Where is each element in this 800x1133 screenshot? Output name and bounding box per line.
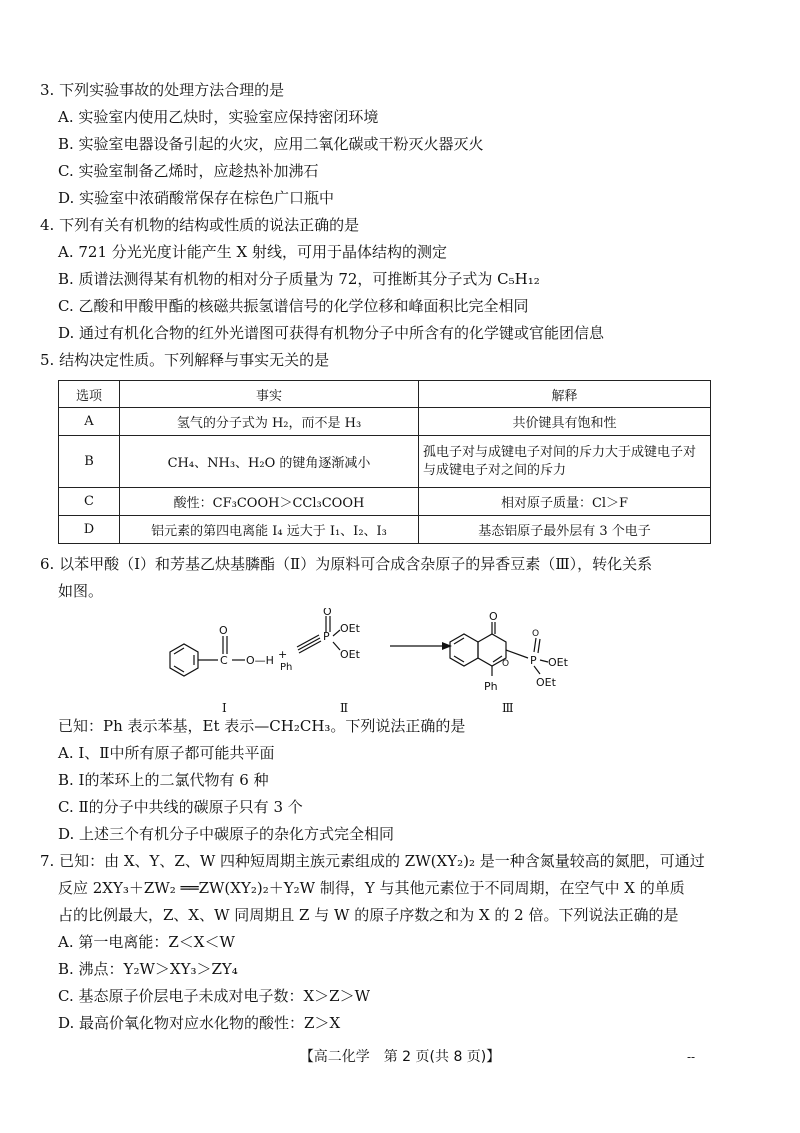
label-c-I: C <box>220 654 228 667</box>
question-7-option-d: D. 最高价氧化物对应水化物的酸性：Z＞X <box>58 1014 341 1032</box>
question-6-option-d: D. 上述三个有机分子中碳原子的杂化方式完全相同 <box>58 825 395 843</box>
question-6-option-b: B. Ⅰ的苯环上的二氯代物有 6 种 <box>58 771 269 789</box>
table-cell: 铝元素的第四电离能 I₄ 远大于 I₁、I₂、I₃ <box>120 516 419 544</box>
label-o-III-carbonyl: O <box>489 610 498 623</box>
benzene-ring-III <box>450 634 478 666</box>
table-cell: 共价键具有饱和性 <box>419 408 711 436</box>
question-7-line3: 占的比例最大，Z、X、W 同周期且 Z 与 W 的原子序数之和为 X 的 2 倍。下列说法正确的是 <box>58 906 679 924</box>
page-footer: 【高二化学 第 2 页(共 8 页)】 <box>299 1049 501 1065</box>
label-o-III-p: O <box>532 629 540 639</box>
table-cell: CH₄、NH₃、H₂O 的键角逐渐减小 <box>120 436 419 488</box>
question-7-option-c: C. 基态原子价层电子未成对电子数：X＞Z＞W <box>58 987 370 1005</box>
label-p-III: P <box>530 654 537 667</box>
table-cell: 基态铝原子最外层有 3 个电子 <box>419 516 711 544</box>
table-cell: 孤电子对与成键电子对间的斥力大于成键电子对与成键电子对之间的斥力 <box>419 436 711 488</box>
table-cell: B <box>59 436 120 488</box>
label-oh-I: O—H <box>246 654 274 667</box>
question-4-option-a: A. 721 分光光度计能产生 X 射线，可用于晶体结构的测定 <box>58 243 447 261</box>
question-6-note: 已知：Ph 表示苯基，Et 表示—CH₂CH₃。下列说法正确的是 <box>58 717 466 735</box>
question-4-stem: 4. 下列有关有机物的结构或性质的说法正确的是 <box>40 216 360 234</box>
question-7-option-a: A. 第一电离能：Z＜X＜W <box>58 933 235 951</box>
label-o-I: O <box>219 624 228 637</box>
label-o-II: O <box>323 608 332 618</box>
label-oet-II-2: OEt <box>340 648 360 661</box>
table-row <box>59 516 711 544</box>
question-4-option-b: B. 质谱法测得某有机物的相对分子质量为 72，可推断其分子式为 C₅H₁₂ <box>58 270 540 288</box>
table-header-row <box>59 381 711 408</box>
footer-dash: -- <box>687 1050 696 1064</box>
table-row <box>59 408 711 436</box>
question-3-option-d: D. 实验室中浓硝酸常保存在棕色广口瓶中 <box>58 189 335 207</box>
table-cell: 酸性：CF₃COOH＞CCl₃COOH <box>120 488 419 516</box>
table-row <box>59 488 711 516</box>
question-4-option-c: C. 乙酸和甲酸甲酯的核磁共振氢谱信号的化学位移和峰面积比完全相同 <box>58 297 529 315</box>
table-cell: D <box>59 516 120 544</box>
label-o-III-ring: O <box>502 659 510 669</box>
label-compound-I: Ⅰ <box>222 701 227 715</box>
question-3-option-c: C. 实验室制备乙烯时，应趁热补加沸石 <box>58 162 319 180</box>
question-7-line2: 反应 2XY₃＋ZW₂ ══ZW(XY₂)₂＋Y₂W 制得，Y 与其他元素位于不同周期，在空气中 X 的单质 <box>58 879 685 897</box>
label-compound-III: Ⅲ <box>502 701 514 715</box>
label-p-II: P <box>323 630 330 643</box>
label-compound-II: Ⅱ <box>340 701 349 715</box>
label-plus: + <box>278 648 288 661</box>
table-cell: C <box>59 488 120 516</box>
table-cell: 相对原子质量：Cl＞F <box>419 488 711 516</box>
question-4-option-d: D. 通过有机化合物的红外光谱图可获得有机物分子中所含有的化学键或官能团信息 <box>58 324 605 342</box>
table-cell: A <box>59 408 120 436</box>
question-3-option-b: B. 实验室电器设备引起的火灾，应用二氧化碳或干粉灭火器灭火 <box>58 135 484 153</box>
question-6-option-a: A. Ⅰ、Ⅱ中所有原子都可能共平面 <box>58 744 275 762</box>
label-oet-III-1: OEt <box>548 656 568 669</box>
label-oet-III-2: OEt <box>536 676 556 689</box>
question-5-table <box>58 380 711 544</box>
question-6-option-c: C. Ⅱ的分子中共线的碳原子只有 3 个 <box>58 798 303 816</box>
question-6-stem-line1: 6. 以苯甲酸（Ⅰ）和芳基乙炔基膦酯（Ⅱ）为原料可合成含杂原子的异香豆素（Ⅲ），转化关系 <box>40 555 653 573</box>
question-6-stem-line2: 如图。 <box>58 582 104 600</box>
question-3-stem: 3. 下列实验事故的处理方法合理的是 <box>40 81 285 99</box>
question-7-option-b: B. 沸点：Y₂W＞XY₃＞ZY₄ <box>58 960 238 978</box>
reaction-scheme <box>150 608 610 718</box>
label-ph-III: Ph <box>484 680 498 693</box>
question-5-stem: 5. 结构决定性质。下列解释与事实无关的是 <box>40 351 330 369</box>
table-cell: 氢气的分子式为 H₂，而不是 H₃ <box>120 408 419 436</box>
question-7-line1: 7. 已知：由 X、Y、Z、W 四种短周期主族元素组成的 ZW(XY₂)₂ 是一种含氮量较高的氮肥，可通过 <box>40 852 705 870</box>
table-header-explanation: 解释 <box>419 381 711 408</box>
table-header-option: 选项 <box>59 381 120 408</box>
question-3-option-a: A. 实验室内使用乙炔时，实验室应保持密闭环境 <box>58 108 379 126</box>
table-row <box>59 436 711 488</box>
label-oet-II-1: OEt <box>340 622 360 635</box>
table-header-fact: 事实 <box>120 381 419 408</box>
label-ph-II: Ph <box>280 662 293 673</box>
